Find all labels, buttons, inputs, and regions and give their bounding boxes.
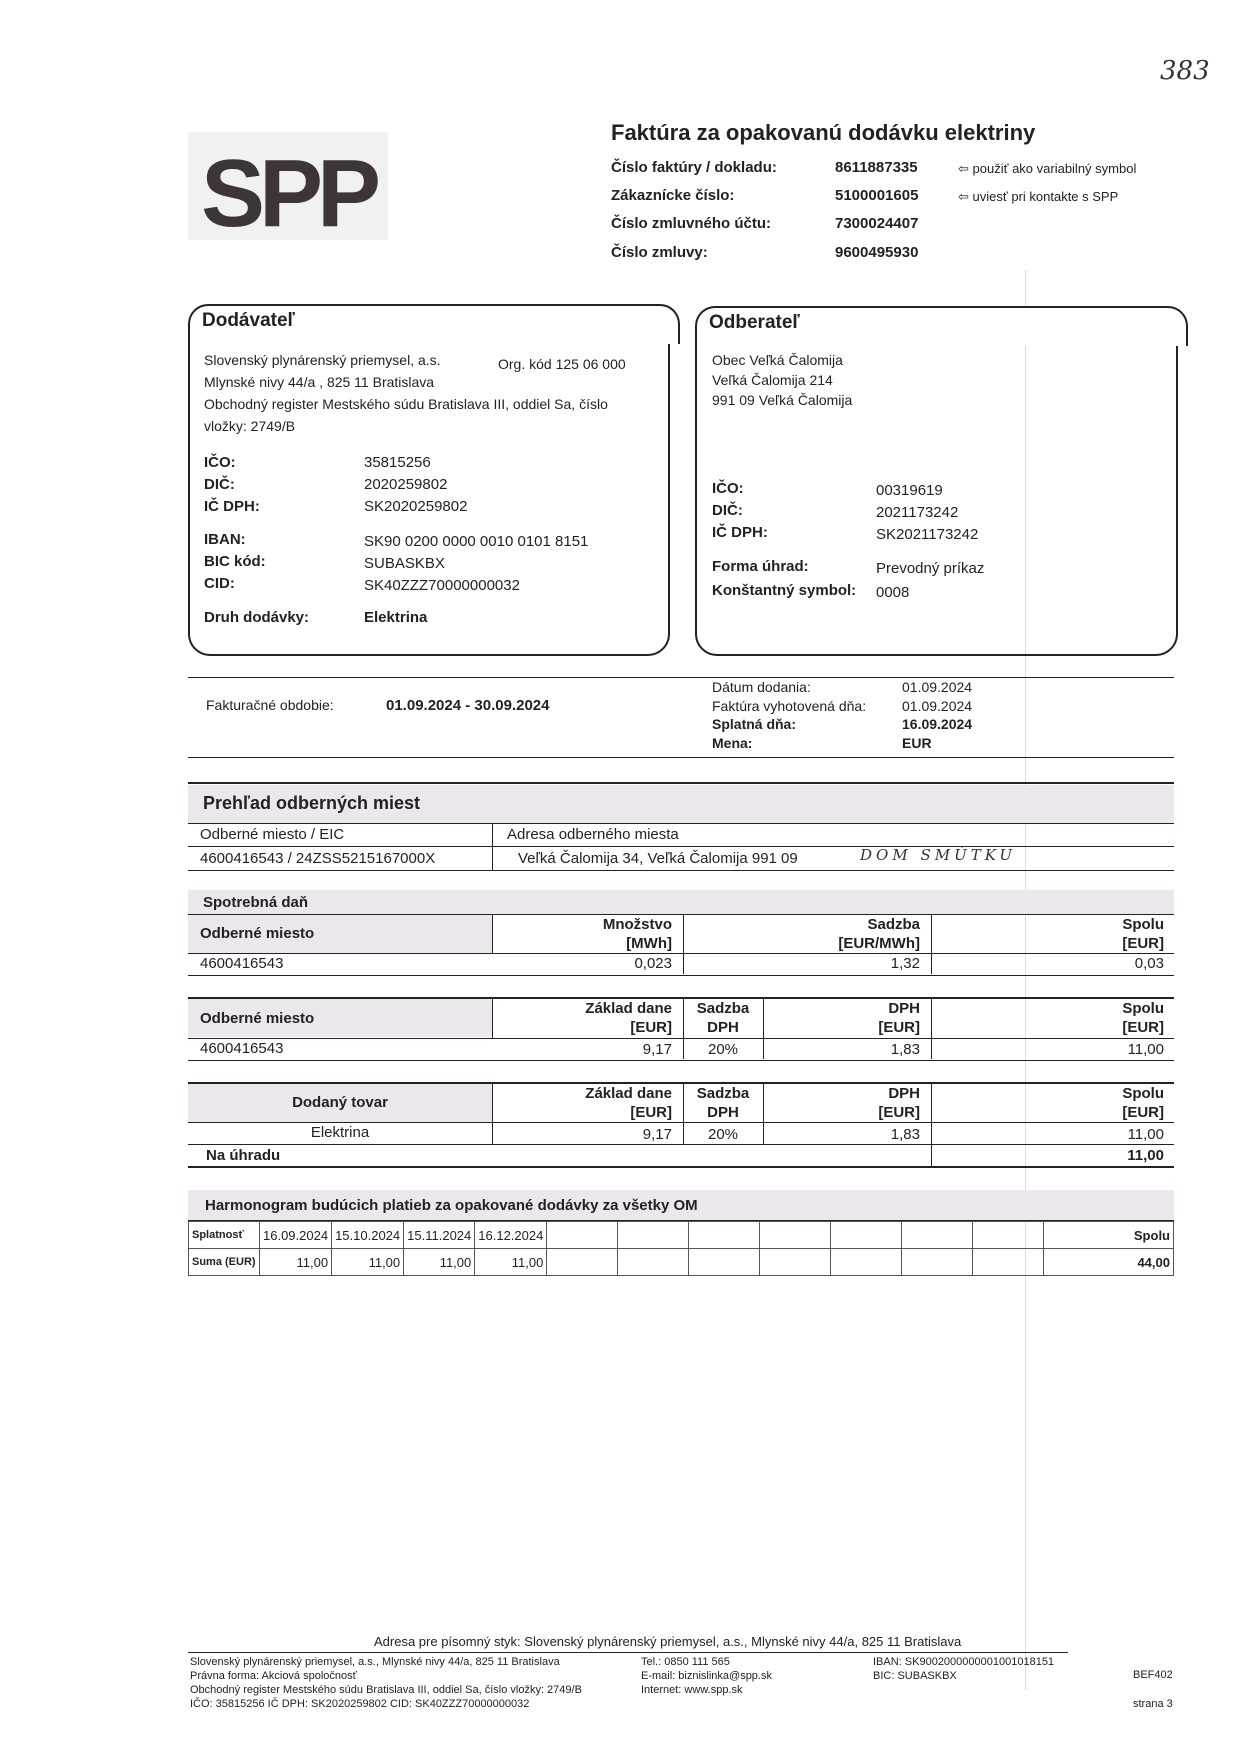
period-bottom-rule [188,757,1174,758]
supplier-iban: SK90 0200 0000 0010 0101 8151 [364,533,589,550]
vat-om-div-3 [763,997,764,1059]
schedule-empty-cell [973,1222,1044,1249]
schedule-total-label: Spolu [1044,1222,1174,1249]
excise-col-qty-unit: [MWh] [626,935,672,952]
excise-title: Spotrebná daň [203,894,309,911]
schedule-empty-cell [689,1249,760,1276]
schedule-table [188,1221,1174,1276]
supplier-bic: SUBASKBX [364,555,445,572]
customer-number-label: Zákaznícke číslo: [611,187,735,204]
issue-date-label: Faktúra vyhotovená dňa: [712,698,867,714]
excise-title-bg [188,890,1174,914]
goods-col-vat-unit: [EUR] [878,1104,920,1121]
spp-logo [188,132,388,240]
schedule-empty-cell [760,1222,831,1249]
footer-email: E-mail: biznislinka@spp.sk [641,1670,772,1682]
overview-om-eic: 4600416543 / 24ZSS5215167000X [200,850,436,867]
customer-dic: 2021173242 [876,504,959,521]
due-date: 16.09.2024 [902,716,973,732]
footer-website: Internet: www.spp.sk [641,1684,743,1696]
excise-qty: 0,023 [634,955,672,972]
supplier-icdph: SK2020259802 [364,498,468,515]
excise-col-rate: Sadzba [867,916,920,933]
goods-col-total: Spolu [1122,1085,1164,1102]
excise-col-total-unit: [EUR] [1122,935,1164,952]
goods-div-4 [931,1082,932,1166]
supplier-register-1: Obchodný register Mestského súdu Bratislava III, oddiel Sa, číslo [204,396,608,412]
footer-page-number: strana 3 [1133,1698,1173,1710]
excise-total: 0,03 [1134,955,1164,972]
customer-name: Obec Veľká Čalomija [712,352,843,368]
goods-col-goods: Dodaný tovar [292,1094,388,1111]
excise-div-3 [931,914,932,974]
overview-title: Prehľad odberných miest [203,793,420,813]
schedule-amounts-row [189,1249,1174,1276]
schedule-dates-row [189,1222,1174,1249]
vat-om-col-total: Spolu [1122,1000,1164,1017]
supplier-cid-label: CID: [204,575,235,592]
footer-contact-info [641,1655,772,1697]
schedule-empty-cell [902,1222,973,1249]
excise-col-total: Spolu [1122,916,1164,933]
goods-bottom-rule [188,1166,1174,1168]
overview-col-divider [492,823,493,870]
customer-address-1: Veľká Čalomija 214 [712,372,833,388]
supplier-delivery-type-label: Druh dodávky: [204,609,310,626]
customer-icdph-label: IČ DPH: [712,524,768,541]
vat-om-base: 9,17 [642,1041,672,1058]
supplier-org-code: Org. kód 125 06 000 [498,356,626,372]
footer-form-code: BEF402 [1133,1669,1173,1681]
contract-number-label: Číslo zmluvy: [611,244,708,261]
customer-ico-label: IČO: [712,480,744,497]
vat-om-col-base-unit: [EUR] [630,1019,672,1036]
customer-payment-form-label: Forma úhrad: [712,558,809,575]
goods-rate: 20% [707,1126,739,1143]
supplier-dic: 2020259802 [364,476,448,493]
schedule-empty-cell [760,1249,831,1276]
spp-logo-text: SPP [200,140,376,240]
goods-col-base-unit: [EUR] [630,1104,672,1121]
overview-bottom-rule [188,870,1174,871]
footer-legal-form: Právna forma: Akciová spoločnosť [190,1670,357,1682]
excise-rate: 1,32 [890,955,920,972]
excise-div-1 [492,914,493,954]
footer-phone: Tel.: 0850 111 565 [641,1656,730,1668]
vat-om-row-top [188,1038,1174,1039]
supplier-dic-label: DIČ: [204,476,235,493]
customer-number-value: 5100001605 [835,187,919,204]
supplier-cid: SK40ZZZ70000000032 [364,577,520,594]
vat-om-col-rate-unit: DPH [707,1019,739,1036]
footer-bank-info [873,1655,1054,1683]
goods-col-total-unit: [EUR] [1122,1104,1164,1121]
excise-bottom-rule [188,975,1174,976]
billing-period-label: Fakturačné obdobie: [206,697,334,713]
currency-label: Mena: [712,735,753,751]
spp-logo-icon [188,132,388,240]
goods-col-rate: Sadzba [696,1085,750,1102]
goods-div-1 [492,1082,493,1144]
goods-item: Elektrina [310,1124,370,1141]
vat-om-vat: 1,83 [890,1041,920,1058]
supplier-address: Mlynské nivy 44/a , 825 11 Bratislava [204,374,435,390]
schedule-empty-cell [831,1249,902,1276]
schedule-date-3: 15.11.2024 [404,1222,475,1249]
vat-om-total: 11,00 [1127,1041,1164,1058]
customer-payment-form: Prevodný príkaz [876,560,985,577]
customer-number-note: ⇦ uviesť pri kontakte s SPP [958,189,1119,204]
overview-address: Veľká Čalomija 34, Veľká Čalomija 991 09 [518,850,798,867]
supplier-name: Slovenský plynárenský priemysel, a.s. [204,352,441,368]
vat-om-om: 4600416543 [200,1040,284,1057]
contract-number-value: 9600495930 [835,244,919,261]
schedule-amount-2: 11,00 [332,1249,404,1276]
schedule-title: Harmonogram budúcich platieb za opakované dodávky za všetky OM [205,1197,698,1214]
delivery-date-label: Dátum dodania: [712,679,811,695]
schedule-amount-4: 11,00 [475,1249,547,1276]
overview-row-top [188,846,1174,847]
schedule-empty-cell [618,1222,689,1249]
handwritten-page-number: 383 [1160,56,1210,86]
schedule-empty-cell [547,1249,618,1276]
footer-company-line: Slovenský plynárenský priemysel, a.s., Mlynské nivy 44/a, 825 11 Bratislava [190,1656,560,1668]
supplier-icdph-label: IČ DPH: [204,498,260,515]
currency: EUR [902,735,932,751]
excise-col-rate-unit: [EUR/MWh] [838,935,920,952]
excise-div-2 [683,914,684,974]
footer-ids: IČO: 35815256 IČ DPH: SK2020259802 CID: SK40ZZZ70000000032 [190,1698,530,1710]
footer-bic: BIC: SUBASKBX [873,1670,957,1682]
contract-account-value: 7300024407 [835,215,919,232]
supplier-ico-label: IČO: [204,454,236,471]
footer-rule [188,1652,1068,1653]
customer-heading: Odberateľ [695,306,1188,346]
vat-om-rate: 20% [707,1041,739,1058]
schedule-empty-cell [618,1249,689,1276]
goods-vat: 1,83 [890,1126,920,1143]
goods-base: 9,17 [642,1126,672,1143]
customer-constant-symbol: 0008 [876,584,910,601]
schedule-empty-cell [689,1222,760,1249]
goods-total: 11,00 [1127,1126,1164,1143]
billing-period-value: 01.09.2024 - 30.09.2024 [386,697,550,714]
invoice-title: Faktúra za opakovanú dodávku elektriny [611,120,1036,145]
customer-icdph: SK2021173242 [876,526,979,543]
excise-col-qty: Množstvo [602,916,672,933]
invoice-number-value: 8611887335 [835,159,918,176]
customer-constant-symbol-label: Konštantný symbol: [712,582,857,599]
schedule-date-2: 15.10.2024 [332,1222,404,1249]
vat-om-col-base: Základ dane [585,1000,672,1017]
schedule-date-1: 16.09.2024 [260,1222,332,1249]
schedule-empty-cell [831,1222,902,1249]
customer-ico: 00319619 [876,482,943,499]
goods-col-base: Základ dane [585,1085,672,1102]
footer-company-info [190,1655,582,1711]
vat-om-col-vat-unit: [EUR] [878,1019,920,1036]
excise-row-top [188,953,1174,954]
goods-col-vat: DPH [888,1085,920,1102]
invoice-number-note: ⇦ použiť ako variabilný symbol [958,161,1137,176]
overview-top-rule [188,782,1174,784]
invoice-number-label: Číslo faktúry / dokladu: [611,159,777,176]
vat-om-bottom-rule [188,1060,1174,1061]
vat-om-col-rate: Sadzba [696,1000,750,1017]
vat-om-col-total-unit: [EUR] [1122,1019,1164,1036]
schedule-date-4: 16.12.2024 [475,1222,547,1249]
schedule-empty-cell [547,1222,618,1249]
supplier-heading: Dodávateľ [188,304,680,344]
footer-iban: IBAN: SK9002000000001001018151 [873,1656,1055,1668]
vat-om-div-1 [492,997,493,1039]
overview-col-address: Adresa odberného miesta [507,826,679,843]
vat-om-col-vat: DPH [888,1000,920,1017]
goods-col-rate-unit: DPH [707,1104,739,1121]
supplier-iban-label: IBAN: [204,531,246,548]
excise-om: 4600416543 [200,955,284,972]
schedule-empty-cell [902,1249,973,1276]
vat-om-div-4 [931,997,932,1059]
period-top-rule [188,677,1174,678]
due-date-label: Splatná dňa: [712,716,797,732]
goods-row-bottom [188,1144,1174,1145]
footer-address-line: Adresa pre písomný styk: Slovenský plynárenský priemysel, a.s., Mlynské nivy 44/a, 825 11 Bratislava [374,1634,962,1649]
customer-dic-label: DIČ: [712,502,743,519]
schedule-row1-label: Splatnosť [189,1222,260,1249]
supplier-ico: 35815256 [364,454,431,471]
amount-due-label: Na úhradu [206,1147,281,1164]
supplier-register-2: vložky: 2749/B [204,418,296,434]
excise-col-om: Odberné miesto [200,925,315,942]
overview-handwritten-note: DOM SMÚTKU [860,846,1017,864]
overview-header-top [188,823,1174,824]
contract-account-label: Číslo zmluvného účtu: [611,215,772,232]
issue-date: 01.09.2024 [902,698,973,714]
schedule-row2-label: Suma (EUR) [189,1249,260,1276]
schedule-total: 44,00 [1044,1249,1174,1276]
schedule-amount-1: 11,00 [260,1249,332,1276]
delivery-date: 01.09.2024 [902,679,973,695]
schedule-empty-cell [973,1249,1044,1276]
goods-div-3 [763,1082,764,1144]
overview-col-om: Odberné miesto / EIC [200,826,345,843]
supplier-delivery-type: Elektrina [364,609,428,626]
goods-row-top [188,1122,1174,1123]
footer-register: Obchodný register Mestského súdu Bratislava III, oddiel Sa, číslo vložky: 2749/B [190,1684,582,1696]
schedule-amount-3: 11,00 [404,1249,475,1276]
amount-due: 11,00 [1127,1147,1164,1164]
vat-om-col-om: Odberné miesto [200,1010,315,1027]
supplier-bic-label: BIC kód: [204,553,266,570]
customer-address-2: 991 09 Veľká Čalomija [712,392,853,408]
